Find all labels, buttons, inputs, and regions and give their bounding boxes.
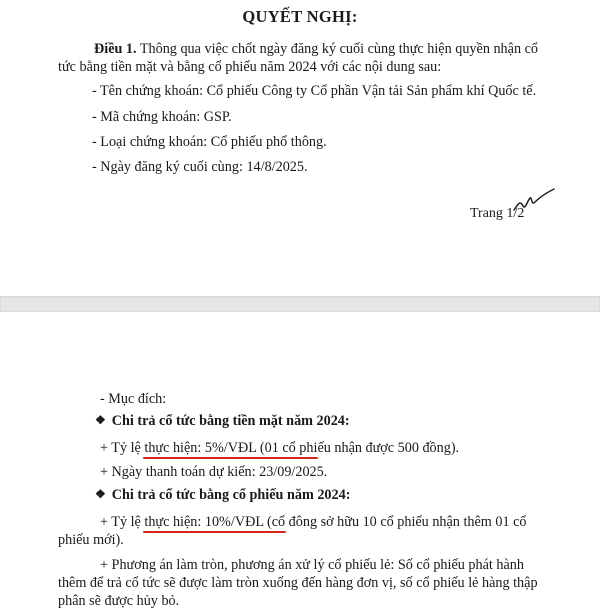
page-number: Trang 1/2: [470, 206, 525, 221]
diamond-bullet-icon: ❖: [95, 413, 106, 427]
diamond-bullet-icon: ❖: [95, 487, 106, 501]
cash-dividend-rate: + Tỷ lệ thực hiện: 5%/VĐL (01 cổ phiếu nhận được 500 đồng).: [100, 440, 460, 456]
document-page-1: [0, 0, 600, 296]
page-separator: [0, 296, 600, 312]
list-item-record-date: - Ngày đăng ký cuối cùng: 14/8/2025.: [92, 159, 308, 175]
highlighted-stock-rate: thực hiện: 10%/VĐL (cổ: [144, 514, 286, 530]
article-label: Điều 1.: [94, 41, 137, 57]
stock-dividend-rate: + Tỷ lệ thực hiện: 10%/VĐL (cổ đông sở hữu 10 cổ phiếu nhận thêm 01 cổ: [100, 514, 527, 530]
cash-payment-date: + Ngày thanh toán dự kiến: 23/09/2025.: [100, 464, 328, 480]
signature-mark-icon: [512, 186, 556, 216]
highlighted-cash-rate: thực hiện: 5%/VĐL (01 cổ phi: [144, 440, 318, 456]
article-text-1: Thông qua việc chốt ngày đăng ký cuối cùng thực hiện quyền nhận cổ: [136, 41, 538, 57]
resolution-title: QUYẾT NGHỊ:: [242, 7, 358, 26]
stock-dividend-rate-cont: phiếu mới).: [58, 532, 124, 548]
list-item-security-code: - Mã chứng khoán: GSP.: [92, 109, 232, 125]
purpose-line: - Mục đích:: [100, 391, 167, 407]
rounding-method-line-3: phân sẽ được hủy bỏ.: [58, 593, 180, 609]
list-item-security-name: - Tên chứng khoán: Cổ phiếu Công ty Cổ phần Vận tải Sản phẩm khí Quốc tế.: [92, 83, 537, 99]
cash-dividend-heading: ❖ Chi trả cổ tức bằng tiền mặt năm 2024:: [95, 413, 350, 429]
rounding-method-line-2: thêm để trả cổ tức sẽ được làm tròn xuống đến hàng đơn vị, số cổ phiếu lẻ hàng thập: [58, 575, 538, 591]
article-1-line-1: [94, 40, 538, 58]
article-1-line-2: tức bằng tiền mặt và bằng cổ phiếu năm 2024 với các nội dung sau:: [58, 59, 442, 75]
stock-dividend-heading: ❖ Chi trả cổ tức bằng cổ phiếu năm 2024:: [95, 487, 351, 503]
document-page-2: [0, 312, 600, 609]
rounding-method-line-1: + Phương án làm tròn, phương án xử lý cổ phiếu lẻ: Số cổ phiếu phát hành: [100, 557, 524, 573]
list-item-security-type: - Loại chứng khoán: Cổ phiếu phổ thông.: [92, 134, 327, 150]
